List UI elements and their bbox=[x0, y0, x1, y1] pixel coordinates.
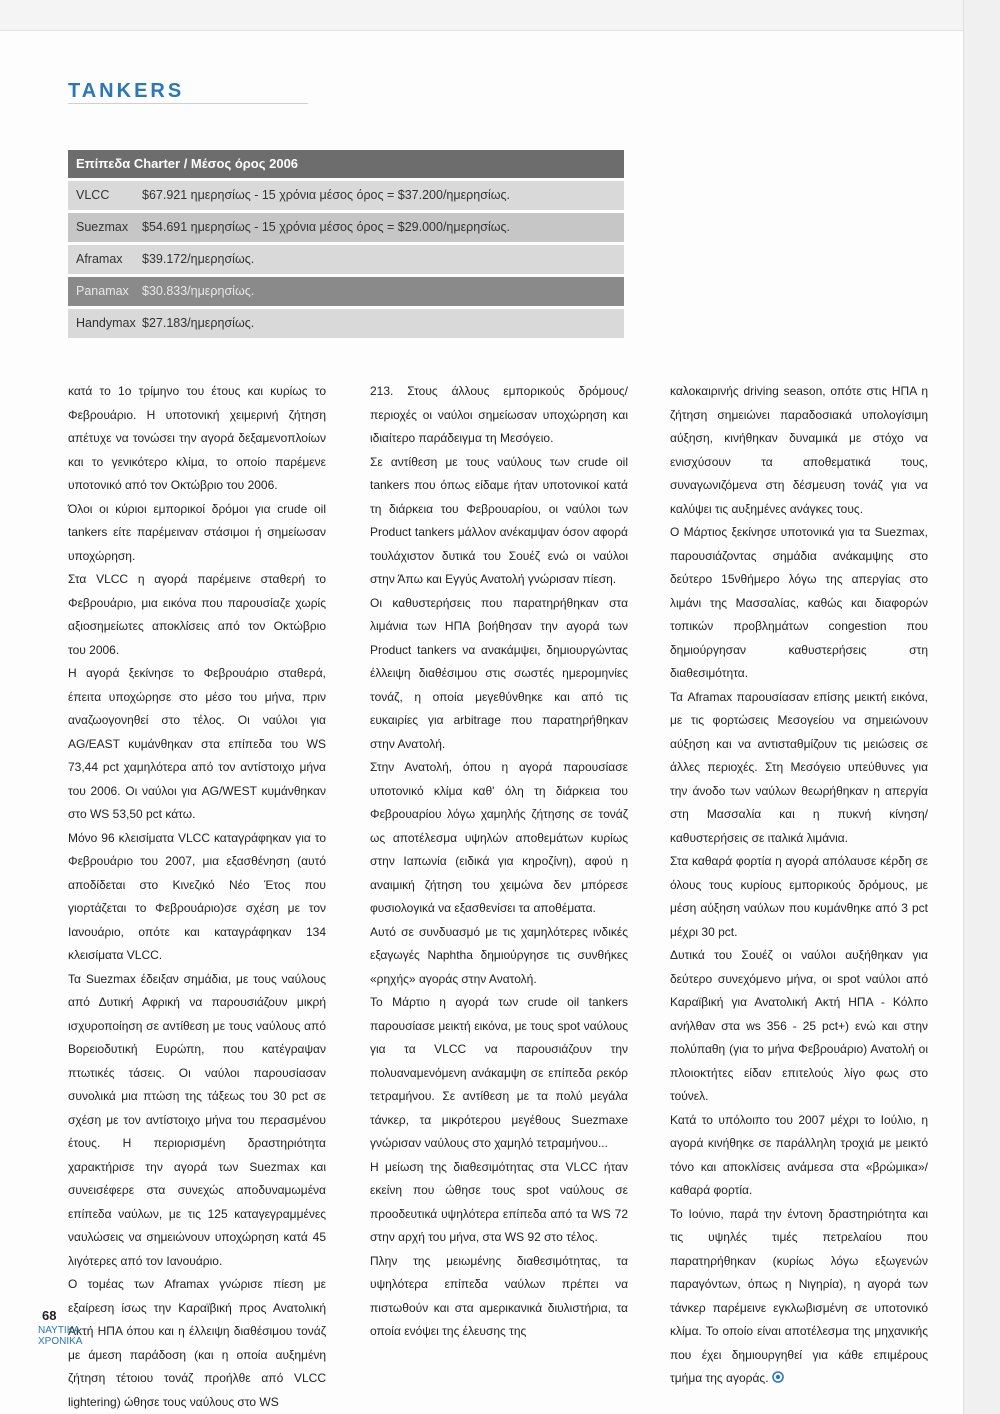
paragraph: Τα Suezmax έδειξαν σημάδια, με τους ναύλους από Δυτική Αφρική να παρουσιάζουν μικρή ισχυροποίηση σε αντίθεση με τους ναύλους από Βορειοδυτική Ευρώπη, που κατέγραψαν πτωτικές τάσεις. Οι ναύλοι παρουσίασαν συνολικά μια πτώση της τάξεως του 30 pct σε σχέση με τον αντίστοιχο μήνα του περασμένου έτους. Η περιορισμένη δραστηριότητα χαρακτήρισε την αγορά των Suezmax και συνεισέφερε στα συνεχώς αποδυναμωμένα επίπεδα ναύλων, με τις 125 καταγεγραμμένες ναυλώσεις να σημειώνουν υποχώρηση κατά 45 λιγότερες από τον Ιανουάριο. bbox=[68, 971, 326, 1268]
paragraph: Τα Aframax παρουσίασαν επίσης μεικτή εικόνα, με τις φορτώσεις Μεσογείου να σημειώνουν αύξηση και να αντισταθμίζουν τις μειώσεις σε άλλες περιοχές. Στη Μεσόγειο υπεύθυνες για την άνοδο των ναύλων θεωρήθηκαν η απεργία στη Μασσαλία και η πυκνή κίνηση/καθυστερήσεις σε ιταλικά λιμάνια. bbox=[670, 689, 928, 845]
table-row bbox=[68, 245, 624, 274]
vessel-type: Panamax bbox=[76, 284, 129, 298]
magazine-name bbox=[38, 1325, 83, 1347]
paragraph: Η μείωση της διαθεσιμότητας στα VLCC ήταν εκείνη που ώθησε τους spot ναύλους σε προοδευτικά υψηλότερα επίπεδα από τα WS 72 στην αρχή του μήνα, στα WS 92 στο τέλος. bbox=[370, 1159, 628, 1244]
magazine-name-line: ΝΑΥΤΙΚΑ bbox=[38, 1325, 81, 1336]
paragraph: κατά το 1ο τρίμηνο του έτους και κυρίως το Φεβρουάριο. Η υποτονική χειμερινή ζήτηση απέτυχε να τονώσει την αγορά δεξαμενοπλοίων και το γενικότερο κλίμα, το οποίο παρέμενε υποτονικό από τον Οκτώβριο του 2006. bbox=[68, 384, 326, 492]
paragraph-text: Το Ιούνιο, παρά την έντονη δραστηριότητα και τις υψηλές τιμές πετρελαίου που παρατηρήθηκαν (κυρίως λόγω εξωγενών παραγόντων, όπως η Νιγηρία), η αγορά των τάνκερ παρέμεινε εγκλωβισμένη σε υποτονικό κλίμα. Το οποίο είναι αποτέλεσμα της μηχανικής που έχει δημιουργηθεί για κάθε επιμέρους τμήμα της αγοράς. bbox=[670, 1206, 928, 1385]
rate-value: $27.183/ημερησίως. bbox=[142, 316, 255, 330]
paragraph: Το Μάρτιο η αγορά των crude oil tankers παρουσίασε μεικτή εικόνα, με τους spot ναύλους για τα VLCC να παρουσιάζουν την πολυαναμενόμενη ανάκαμψη σε επίπεδα ρεκόρ τετραμήνου. Σε αντίθεση με τα πολύ μεγάλα τάνκερ, τα μικρότερου μεγέθους Suezmaxe γνώρισαν ναύλους στο χαμηλό τετραμήνου... bbox=[370, 995, 628, 1150]
rate-value: $54.691 ημερησίως - 15 χρόνια μέσος όρος = $29.000/ημερησίως. bbox=[142, 220, 510, 234]
paragraph: 213. Στους άλλους εμπορικούς δρόμους/περιοχές οι ναύλοι σημείωσαν υποχώρηση και ιδιαίτερο παράδειγμα τη Μεσόγειο. bbox=[370, 384, 628, 445]
vessel-type: Handymax bbox=[76, 316, 136, 330]
paragraph: Στην Ανατολή, όπου η αγορά παρουσίασε υποτονικό κλίμα καθ' όλη τη διάρκεια του Φεβρουαρίου λόγω χαμηλής ζήτησης σε τονάζ ως αποτέλεσμα υψηλών αποθεμάτων κυρίως στην Ιαπωνία (ειδικά για κηροζίνη), αφού η αναιμική ζήτηση του χειμώνα δεν μπόρεσε φυσιολογικά να εξασθενίσει τα αποθέματα. bbox=[370, 760, 628, 915]
paragraph-last bbox=[670, 1203, 928, 1391]
paragraph: Ο τομέας των Aframax γνώρισε πίεση με εξαίρεση ίσως την Καραϊβική προς Ανατολική Ακτή ΗΠΑ όπου και η έλλειψη διαθέσιμου τονάζ με άμεση παράδοση (και η οποία αυξημένη ζήτηση τέτοιου τονάζ προήλθε από VLCC lightering) ώθησε τους ναύλους στο WS bbox=[68, 1277, 326, 1409]
table-row bbox=[68, 277, 624, 306]
vessel-type: Suezmax bbox=[76, 220, 129, 234]
paragraph: Στα καθαρά φορτία η αγορά απόλαυσε κέρδη σε όλους τους κυρίους εμπορικούς δρόμους, με μέση αύξηση ναύλων που κυμάνθηκε από 3 pct μέχρι 30 pct. bbox=[670, 854, 928, 939]
paragraph: Ο Μάρτιος ξεκίνησε υποτονικά για τα Suezmax, παρουσιάζοντας σημάδια ανάκαμψης στο δεύτερο 15νθήμερο λόγω της απεργίας στο λιμάνι της Μασσαλίας, καθώς και διαφορών τοπικών προβλημάτων congestion που δημιούργησαν καθυστερήσεις στη διαθεσιμότητα. bbox=[670, 525, 928, 680]
rate-value: $67.921 ημερησίως - 15 χρόνια μέσος όρος = $37.200/ημερησίως. bbox=[142, 188, 510, 202]
table-row bbox=[68, 213, 624, 242]
paragraph: Σε αντίθεση με τους ναύλους των crude oil tankers που όπως είδαμε ήταν υποτονικοί κατά τη διάρκεια του Φεβρουαρίου, οι ναύλοι των Product tankers μάλλον ανέκαμψαν όσον αφορά τουλάχιστον δυτικά του Σουέζ ενώ οι ναύλοι στην Άπω και Εγγύς Ανατολή γνώρισαν πίεση. bbox=[370, 454, 628, 586]
scan-edge-top bbox=[0, 0, 1000, 31]
page-number: 68 bbox=[42, 1308, 57, 1323]
scan-edge-right bbox=[963, 0, 1000, 1414]
title-rule bbox=[68, 103, 308, 104]
paragraph: Αυτό σε συνδυασμό με τις χαμηλότερες ινδικές εξαγωγές Naphtha δημιούργησε τις συνθήκες «ρηχής» αγοράς στην Ανατολή. bbox=[370, 924, 628, 986]
article-column-3 bbox=[670, 380, 928, 1391]
paragraph: Κατά το υπόλοιπο του 2007 μέχρι το Ιούλιο, η αγορά κινήθηκε σε παράλληλη τροχιά με μεικτό τόνο και αποκλίσεις ανάμεσα στα «βρώμικα»/καθαρά φορτία. bbox=[670, 1112, 928, 1197]
magazine-name-line: ΧΡΟΝΙΚΑ bbox=[38, 1336, 83, 1347]
rate-value: $30.833/ημερησίως. bbox=[142, 284, 255, 298]
paragraph: Μόνο 96 κλεισίματα VLCC καταγράφηκαν για το Φεβρουάριο του 2007, μια εξασθένηση (αυτό αποδίδεται στο Κινεζικό Νέο Έτος που γιορτάζεται το Φεβρουάριο)σε σχέση με τον Ιανουάριο, οπότε και καταγράφηκαν 134 κλεισίματα VLCC. bbox=[68, 830, 326, 962]
paragraph: Όλοι οι κύριοι εμπορικοί δρόμοι για crude oil tankers είτε παρέμειναν στάσιμοι ή σημείωσαν υποχώρηση. bbox=[68, 501, 326, 563]
table-row bbox=[68, 181, 624, 210]
vessel-type: Aframax bbox=[76, 252, 123, 266]
paragraph: Η αγορά ξεκίνησε το Φεβρουάριο σταθερά, έπειτα υποχώρησε στο μέσο του μήνα, πριν αναζωογονηθεί στο τέλος. Οι ναύλοι για AG/EAST κυμάνθηκαν στα επίπεδα του WS 73,44 pct χαμηλότερα από τον αντίστοιχο μήνα του 2006. Οι ναύλοι για AG/WEST κυμάνθηκαν στο WS 53,50 pct κάτω. bbox=[68, 666, 326, 821]
vessel-type: VLCC bbox=[76, 188, 110, 202]
paragraph: Δυτικά του Σουέζ οι ναύλοι αυξήθηκαν για δεύτερο συνεχόμενο μήνα, οι spot ναύλοι από Καραϊβική για Ανατολική Ακτή ΗΠΑ - Κόλπο ανήλθαν στα ws 356 - 25 pct+) ενώ και στην πολύπαθη (για το μήνα Φεβρουάριο) Ανατολή οι πλοιοκτήτες είδαν επιτελούς λίγο φως στο τούνελ. bbox=[670, 948, 928, 1103]
charter-rates-table bbox=[68, 150, 624, 341]
article-column-1 bbox=[68, 380, 326, 1414]
paragraph: Στα VLCC η αγορά παρέμεινε σταθερή το Φεβρουάριο, μια εικόνα που παρουσίαζε χωρίς αξιοσημείωτες αποκλίσεις από τον Οκτώβριο του 2006. bbox=[68, 572, 326, 657]
rate-value: $39.172/ημερησίως. bbox=[142, 252, 255, 266]
paragraph: καλοκαιρινής driving season, οπότε στις ΗΠΑ η ζήτηση σημειώνει παραδοσιακά υπολογίσιμη αύξηση, κινήθηκαν δυναμικά με στόχο να ενισχύσουν τα αποθεματικά τους, συναγωνιζόμενα στη δέσμευση τονάζ για να καλύψει τις αυξημένες ανάγκες τους. bbox=[670, 384, 928, 516]
article-column-2 bbox=[370, 380, 628, 1344]
paragraph: Οι καθυστερήσεις που παρατηρήθηκαν στα λιμάνια των ΗΠΑ βοήθησαν την αγορά των Product tankers να ανακάμψει, δημιουργώντας έλλειψη διαθέσιμου στις σωστές ημερομηνίες τονάζ, η οποία μεγεθύνθηκε και από τις ευκαιρίες για arbitrage που παρατηρήθηκαν στην Ανατολή. bbox=[370, 595, 628, 751]
table-row bbox=[68, 309, 624, 338]
section-title: TANKERS bbox=[68, 80, 185, 102]
target-circle-icon bbox=[769, 1371, 784, 1385]
paragraph: Πλην της μειωμένης διαθεσιμότητας, τα υψηλότερα επίπεδα ναύλων πρέπει να πιστωθούν και στα αμερικανικά διυλιστήρια, τα οποία ενόψει της έλευσης της bbox=[370, 1253, 628, 1338]
table-heading: Επίπεδα Charter / Μέσος όρος 2006 bbox=[68, 150, 624, 178]
